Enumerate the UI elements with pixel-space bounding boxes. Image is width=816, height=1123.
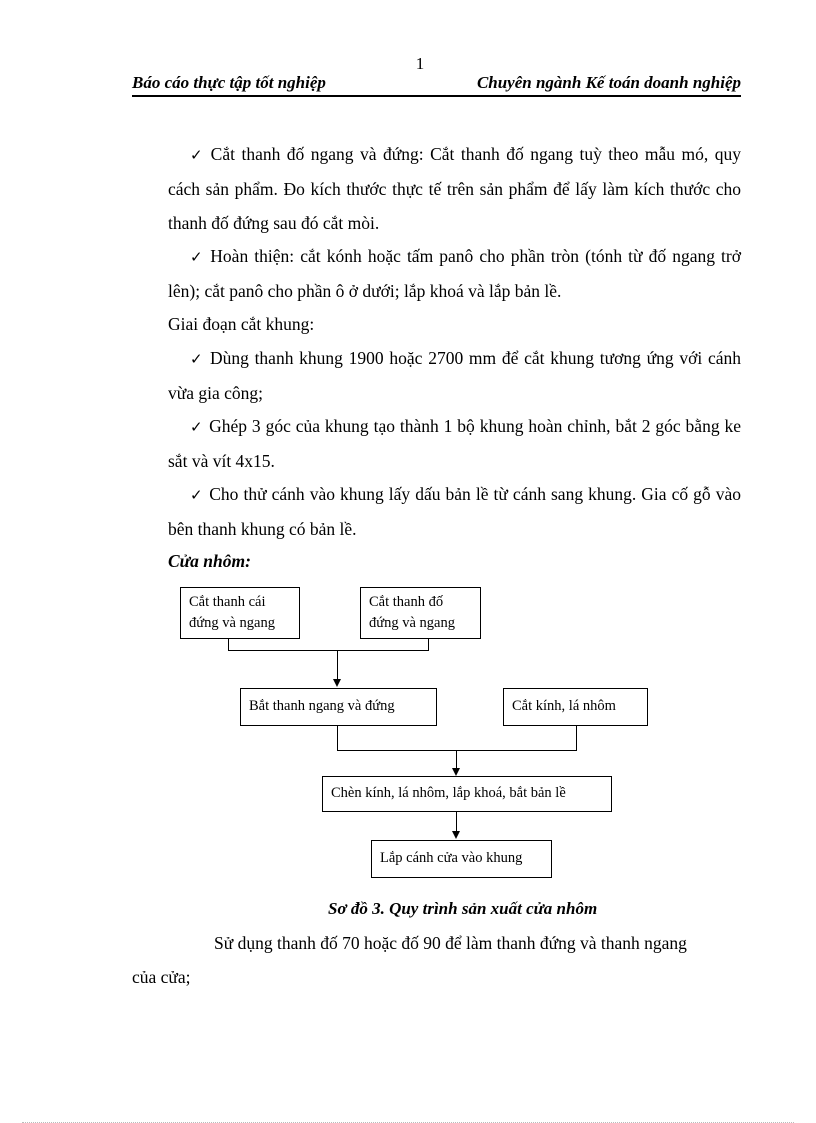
paragraph-cut-bars: ✓ Cắt thanh đố ngang và đứng: Cắt thanh đố ngang tuỳ theo mẫu mó, quy cách sản phẩm. Đo kích thước thực tế trên sản phẩm để lấy làm kích thước cho thanh đố đứng sau đó cắt mòi.	[168, 144, 741, 233]
header-report-title: Báo cáo thực tập tốt nghiệp	[132, 73, 326, 92]
arrow-down-icon	[452, 768, 460, 776]
arrow-down-icon	[452, 831, 460, 839]
closing-line-1: Sử dụng thanh đố 70 hoặc đố 90 để làm thanh đứng và thanh ngang	[214, 933, 687, 953]
check-mark-icon: ✓	[190, 146, 205, 164]
paragraph-finishing: ✓ Hoàn thiện: cắt kónh hoặc tấm panô cho phần tròn (tónh từ đố ngang trở lên); cắt panô cho phần ô ở dưới; lắp khoá và lắp bản lề.	[168, 246, 742, 301]
connector-line	[337, 650, 338, 680]
paragraph-fit-door: ✓ Cho thử cánh vào khung lấy dấu bản lề từ cánh sang khung. Gia cố gỗ vào bên thanh khung có bản lề.	[168, 484, 741, 539]
check-mark-icon: ✓	[190, 350, 204, 368]
diagram-box-join-bars: Bắt thanh ngang và đứng	[240, 688, 437, 726]
diagram-box-mount-door: Lắp cánh cửa vào khung	[371, 840, 552, 878]
connector-line	[456, 750, 457, 770]
diagram-box-cut-glass: Cắt kính, lá nhôm	[503, 688, 648, 726]
paragraph-join-corners: ✓ Ghép 3 góc của khung tạo thành 1 bộ khung hoàn chỉnh, bắt 2 góc bằng ke sắt và vít 4x15.	[168, 416, 741, 471]
check-mark-icon: ✓	[190, 486, 204, 504]
connector-line	[228, 650, 429, 651]
page-number: 1	[415, 54, 425, 73]
diagram-box-insert-glass: Chèn kính, lá nhôm, lắp khoá, bắt bản lề	[322, 776, 612, 812]
connector-line	[337, 726, 338, 751]
paragraph-frame-bars: ✓ Dùng thanh khung 1900 hoặc 2700 mm để cắt khung tương ứng với cánh vừa gia công;	[168, 348, 741, 403]
arrow-down-icon	[333, 679, 341, 687]
diagram-box-cut-main-bars: Cắt thanh cái đứng và ngang	[180, 587, 300, 639]
check-mark-icon: ✓	[190, 418, 204, 436]
diagram-caption: Sơ đồ 3. Quy trình sản xuất cửa nhôm	[328, 899, 598, 918]
section-title: Cửa nhôm:	[168, 551, 251, 571]
check-mark-icon: ✓	[190, 248, 205, 266]
closing-line-2: của cửa;	[132, 967, 191, 987]
stage-heading: Giai đoạn cắt khung:	[168, 314, 315, 334]
connector-line	[456, 812, 457, 832]
page-header	[132, 73, 741, 97]
connector-line	[337, 750, 577, 751]
diagram-box-cut-mullions: Cắt thanh đố đứng và ngang	[360, 587, 481, 639]
connector-line	[576, 726, 577, 751]
header-major: Chuyên ngành Kế toán doanh nghiệp	[476, 73, 741, 92]
